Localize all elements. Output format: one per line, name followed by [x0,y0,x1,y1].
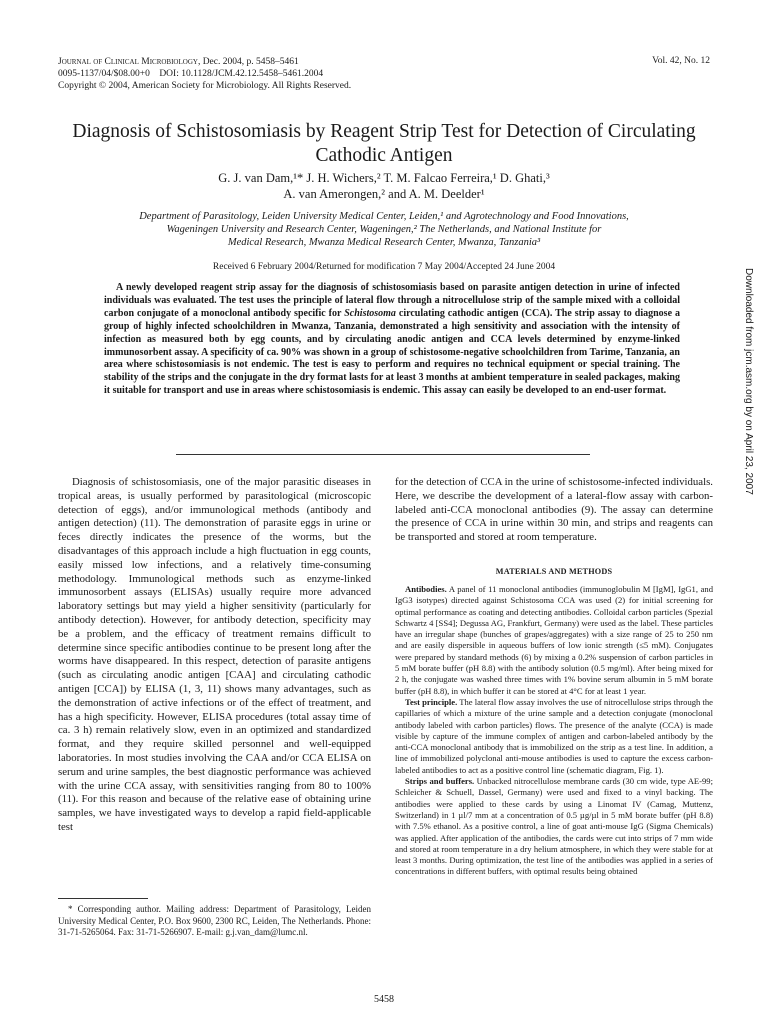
author-line-1: G. J. van Dam,¹* J. H. Wichers,² T. M. Falcao Ferreira,¹ D. Ghati,³ [218,171,550,185]
intro-paragraph: Diagnosis of schistosomiasis, one of the major parasitic diseases in tropical areas, is usually performed by parasitological (microscopic detection of eggs), and/or immunological methods (antibody and antigen detection) (11). The demonstration of parasite eggs in urine or feces directly indicates the presence of the worms, but the disadvantages of this approach include a high fluctuation in egg counts, easily missed low infections, and a relatively time-consuming methodology. Immunological methods such as enzyme-linked immunosorbent assays (ELISAs) usually require more advanced laboratory settings but may yield a higher sensitivity (particularly for antibody detection). However, for antibody detection, specificity may be a problem, and the efficacy of treatment remains difficult to determine since specific antibodies continue to be present long after the worms have disappeared. In this respect, detection of parasite antigens (such as circulating anodic antigen [CAA] and circulating cathodic antigen [CCA]) by ELISA (1, 3, 11) shows many advantages, such as the demonstration of active infections or of the effect of treatment, and has a high specificity. However, ELISA procedures (total assay time of ca. 3 h) remain relatively slow, even in an optimized and standardized format, and they require skilled personnel and well-equipped laboratories. In most studies involving the CAA and/or CCA ELISA on serum and urine samples, the best diagnostic performance was achieved with the urine CCA assay, with sensitivities ranging from 80 to 100% (11). For this reason and because of the relative ease of obtaining urine samples, we have investigated ways to develop a rapid field-applicable test [58,476,371,833]
corresponding-author-footnote: * Corresponding author. Mailing address: Department of Parasitology, Leiden University Medical Center, P.O. Box 9600, 2300 RC, Leiden, The Netherlands. Phone: 31-71-5265064. Fax: 31-71-5266907. E-mail: g.j.van_dam@lumc.nl. [58,904,371,937]
intro-continuation: for the detection of CCA in the urine of schistosome-infected individuals. Here, we describe the development of a lateral-flow assay with carbon-labeled anti-CCA monoclonal antibodies (9). The assay can determine the presence of CCA in urine within 30 min, and strips and reagents can be transported and stored at room temperature. [395,476,713,544]
page-number: 5458 [374,994,394,1005]
author-line-2: A. van Amerongen,² and A. M. Deelder¹ [283,187,485,201]
received-dates: Received 6 February 2004/Returned for modification 7 May 2004/Accepted 24 June 2004 [212,262,556,272]
download-watermark-text: Downloaded from jcm.asm.org by on April 23, 2007 [743,268,754,495]
abstract [104,282,680,398]
journal-citation [58,56,578,68]
affiliations [70,210,698,249]
methods-text: A panel of 11 monoclonal antibodies (immunoglobulin M [IgM], IgG1, and IgG3 isotypes) directed against Schistosoma CCA was used (2) for initial screening for optimal performance as coating and detecting antibodies. Colloidal carbon particles (Spezial Schwartz 4 [SS4]; Degussa AG, Frankfurt, Germany) were used as the label. These particles have an irregular shape (bunches of grapes/aggregates) with a size range of 25 to 250 nm and are easily dispersible in aqueous buffers of low ionic strength (≤5 mM). Conjugates were prepared by standard methods (6) by mixing a 0.2% suspension of carbon particles in 5 mM borate buffer (pH 8.8) with the antibody solution (0.5 mg/ml). After being mixed for 2 h, the conjugate was washed three times with 1% bovine serum albumin in 5 mM borate buffer (pH 8.8), in which buffer it can be stored at 4°C for at least 1 year. [395,583,713,696]
methods-lead: Strips and buffers. [405,776,475,787]
journal-name: Journal of Clinical Microbiology [58,57,198,67]
volume-issue: Vol. 42, No. 12 [652,56,710,66]
footnote-divider [58,898,148,899]
issn-doi: 0095-1137/04/$08.00+0 DOI: 10.1128/JCM.42.12.5458–5461.2004 [58,69,324,79]
journal-date-pages: , Dec. 2004, p. 5458–5461 [197,57,299,67]
abstract-divider [176,454,590,455]
copyright: Copyright © 2004, American Society for Microbiology. All Rights Reserved. [58,81,352,91]
section-heading-methods: MATERIALS AND METHODS [495,566,613,576]
left-column [58,476,371,835]
abstract-italic-genus: Schistosoma [344,307,396,319]
methods-lead: Test principle. [405,696,458,707]
methods-text: The lateral flow assay involves the use of nitrocellulose strips through the capillaries of which a mixture of the urine sample and a detection conjugate (monoclonal antibody labeled with carbon particles) flows. The presence of the analyte (CCA) is made visible by capture of the immune complex of antigen and carbon-labeled antibody by the anti-CCA monoclonal antibody that is immobilized on the strip as a test line. In addition, a line of immobilized polyclonal anti-mouse antibodies is used to capture the excess carbon-labeled antibodies to act as a positive control line (schematic diagram, Fig. 1). [395,696,713,775]
download-watermark [742,268,758,648]
journal-header [58,56,578,92]
methods-paragraph-test-principle [395,697,713,776]
affiliation-line-3: Medical Research, Mwanza Medical Research Center, Mwanza, Tanzania³ [227,237,541,248]
methods-paragraph-antibodies [395,584,713,697]
methods-text: Unbacked nitrocellulose membrane cards (30 cm wide, type AE-99; Schleicher & Schuell, Dassel, Germany) were used and fixed to a vinyl backing. The antibodies were applied to these cards by using a Linomat IV (Camag, Muttenz, Switzerland) in 1 µl/7 mm at a concentration of 0.5 µg/µl in 5 mM borate buffer (pH 8.8) with 7.5% ethanol. As a positive control, a line of goat anti-mouse IgG (Sigma Chemicals) was applied. After application of the antibodies, the cards were cut into strips of 7 mm wide and stored at room temperature in a dry helium atmosphere, in which they were stable for at least 3 months. During optimization, the test line of the antibodies was applied in a series of concentrations in different buffers, with optimal results being obtained [395,776,713,877]
author-list [58,170,710,202]
methods-paragraph-strips-buffers [395,776,713,878]
abstract-text-2: circulating cathodic antigen (CCA). The strip assay to diagnose a group of highly infected schoolchildren in Mwanza, Tanzania, demonstrated a high sensitivity and association with the intensity of infection as measured both by egg counts, and by circulating anodic antigen and CCA levels determined by enzyme-linked immunosorbent assay. A specificity of ca. 90% was shown in a group of schistosome-negative schoolchildren from Tarime, Tanzania, an area where schistosomiasis is not endemic. The test is easy to perform and requires no technical equipment or special training. The stability of the strips and the conjugate in the dry format lasts for at least 3 months at ambient temperature in sealed packages, making it suitable for transport and use in areas where schistosomiasis is endemic. This assay can easily be developed to an end-user format. [104,307,680,397]
methods-lead: Antibodies. [405,583,447,594]
paper-title: Diagnosis of Schistosomiasis by Reagent Strip Test for Detection of Circulating Cathodic Antigen [72,121,696,166]
affiliation-line-1: Department of Parasitology, Leiden University Medical Center, Leiden,¹ and Agrotechnology and Food Innovations, [139,211,629,222]
right-column [395,476,713,878]
abstract-text-1: A newly developed reagent strip assay for the diagnosis of schistosomiasis based on parasite antigen detection in urine of infected individuals was evaluated. The test uses the principle of lateral flow through a nitrocellulose strip of the sample mixed with a colloidal carbon conjugate of a monoclonal antibody specific for [104,282,680,319]
affiliation-line-2: Wageningen University and Research Center, Wageningen,² The Netherlands, and National Institute for [166,224,602,235]
